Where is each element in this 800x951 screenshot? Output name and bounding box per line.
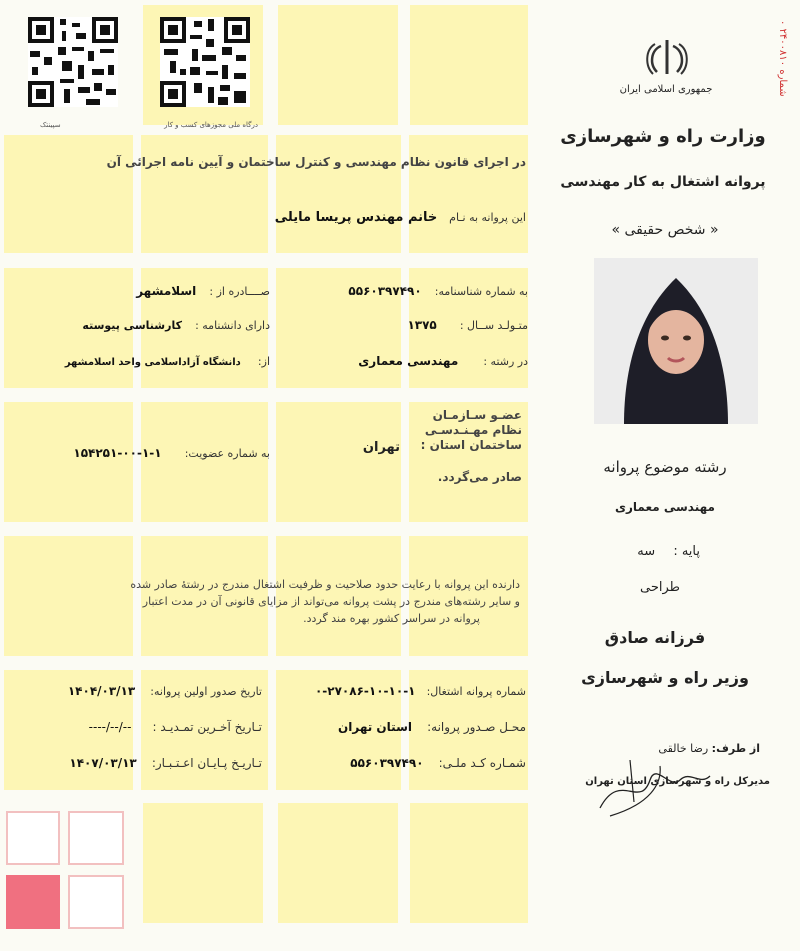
top-small-panel-right — [410, 5, 528, 125]
qr-code-right-icon — [160, 17, 250, 107]
person-type: « شخص حقیقی » — [611, 222, 719, 238]
university-row — [30, 350, 270, 369]
expiry-label: تـاریـخ پـایـان اعـتـبـار: — [151, 756, 262, 770]
place-row — [300, 716, 526, 735]
emblem-caption: جمهوری اسلامی ایران — [619, 84, 713, 95]
competence: طراحی — [639, 580, 680, 595]
law-line: در اجرای قانون نظام مهندسی و کنترل ساختمان و آیین نامه اجرائی آن — [106, 155, 526, 169]
birth-label: متـولـد ســال : — [459, 319, 528, 332]
grade-row — [600, 544, 700, 559]
qr-right-caption: درگاه ملی مجوزهای کسب و کار — [164, 121, 258, 129]
expiry-row — [40, 752, 262, 771]
org-label: عضـو سـازمـان نظام مهـنـدسـی ساختمان استان : — [420, 408, 522, 452]
issued-to-name: خانم مهندس پریسا مایلی — [274, 210, 438, 225]
serial-number: شماره ۲۴۰۰۸۱۰ ۰ — [777, 20, 788, 97]
member-no-row — [30, 442, 270, 461]
degree-label: دارای دانشنامه : — [195, 319, 270, 332]
national-code-value: ۵۵۶۰۳۹۷۴۹۰ — [350, 756, 424, 770]
corner-box-bottom-left — [6, 875, 60, 929]
university-label: از: — [257, 355, 270, 368]
national-code-row — [300, 752, 526, 771]
issued-from-row — [70, 280, 270, 299]
first-issue-row — [40, 680, 262, 699]
notice-line-2: و سایر رشته‌های مندرج در پشت پروانه می‌تواند از مزایای قانونی آن در مدت اعتبار — [142, 595, 520, 608]
corner-box-bottom-right — [68, 875, 124, 929]
bottom-panel-mid — [143, 803, 263, 923]
grid-divider — [133, 135, 141, 925]
last-renewal-label: تـاریخ آخـرین تمـدیـد : — [152, 720, 262, 734]
notice-line-1: دارنده این پروانه با رعایت حدود صلاحیت و ظرفیت اشتغال مندرج در رشتهٔ صادر شده — [130, 578, 520, 591]
qr-left-caption: سپینتک — [40, 121, 61, 129]
degree-value: کارشناسی پیوسته — [82, 319, 182, 332]
grade-value: سه — [637, 544, 656, 559]
subject-title: رشته موضوع پروانه — [603, 458, 727, 476]
last-renewal-value: --/--/---- — [88, 720, 132, 734]
notice-line-3: پروانه در سراسر کشور بهره مند گردد. — [303, 612, 480, 625]
first-issue-label: تاریخ صدور اولین پروانه: — [150, 685, 262, 698]
corner-box-top-left — [6, 811, 60, 865]
signature-icon — [590, 750, 720, 820]
first-issue-value: ۱۴۰۴/۰۳/۱۳ — [67, 684, 136, 698]
member-no-value: ۱-۱-۰۰-۱۵۴۲۵۱ — [73, 446, 162, 460]
field-label: در رشته : — [483, 355, 528, 368]
signatory-title: مدیرکل راه و شهرسازی استان تهران — [585, 776, 770, 787]
qr-code-right — [160, 17, 250, 107]
corner-box-top-right — [68, 811, 124, 865]
permit-no-value: ۱-۱۰-۱۰-۲۷۰۸۶-۰ — [314, 684, 416, 698]
issued-from-value: اسلامشهر — [136, 284, 197, 298]
issued-text: صادر می‌گردد. — [437, 470, 522, 484]
iran-emblem-icon — [643, 38, 691, 78]
university-value: دانشگاه آزاداسلامی واحد اسلامشهر — [64, 357, 241, 368]
degree-row — [60, 314, 270, 333]
org-value: تهران — [362, 440, 400, 455]
grid-divider — [401, 135, 409, 925]
notice-text — [20, 576, 520, 627]
grade-label: پایه : — [673, 544, 700, 559]
holder-photo — [594, 258, 758, 424]
birth-value: ۱۳۷۵ — [407, 318, 437, 332]
member-no-label: به شماره عضویت: — [184, 447, 270, 460]
place-label: محـل صـدور پروانه: — [427, 720, 526, 734]
id-value: ۵۵۶۰۳۹۷۴۹۰ — [348, 284, 422, 298]
bottom-panel-right — [410, 803, 528, 923]
field-value: مهندسی معماری — [358, 354, 459, 368]
qr-code-left-icon — [28, 17, 118, 107]
permit-title: پروانه اشتغال به کار مهندسی — [560, 174, 766, 190]
national-code-label: شمـاره کـد ملـی: — [438, 756, 526, 770]
id-label: به شماره شناسنامه: — [434, 285, 528, 298]
issued-to-label: این پروانه به نـام — [449, 211, 526, 224]
top-small-panel-mid — [278, 5, 398, 125]
subject-value: مهندسی معماری — [615, 500, 715, 514]
expiry-value: ۱۴۰۷/۰۳/۱۳ — [69, 756, 137, 770]
grid-divider — [268, 135, 276, 925]
on-behalf-name: رضا خالقی — [658, 742, 709, 755]
bottom-panel-mid2 — [278, 803, 398, 923]
minister-name: فرزانه صادق — [604, 628, 706, 647]
permit-no-label: شماره پروانه اشتغال: — [426, 685, 526, 698]
issued-from-label: صــــادره از : — [209, 285, 270, 298]
top-left-panel — [4, 135, 528, 253]
id-row — [300, 280, 528, 299]
last-renewal-row — [40, 716, 262, 735]
on-behalf-label: از طرف: — [711, 742, 760, 755]
ministry-title: وزارت راه و شهرسازی — [560, 126, 766, 147]
permit-no-row — [290, 680, 526, 699]
issued-to-row — [180, 210, 526, 225]
minister-title: وزیر راه و شهرسازی — [581, 668, 749, 687]
field-row — [330, 350, 528, 369]
qr-code-left — [28, 17, 118, 107]
birth-row — [330, 314, 528, 333]
place-value: استان تهران — [338, 720, 412, 734]
